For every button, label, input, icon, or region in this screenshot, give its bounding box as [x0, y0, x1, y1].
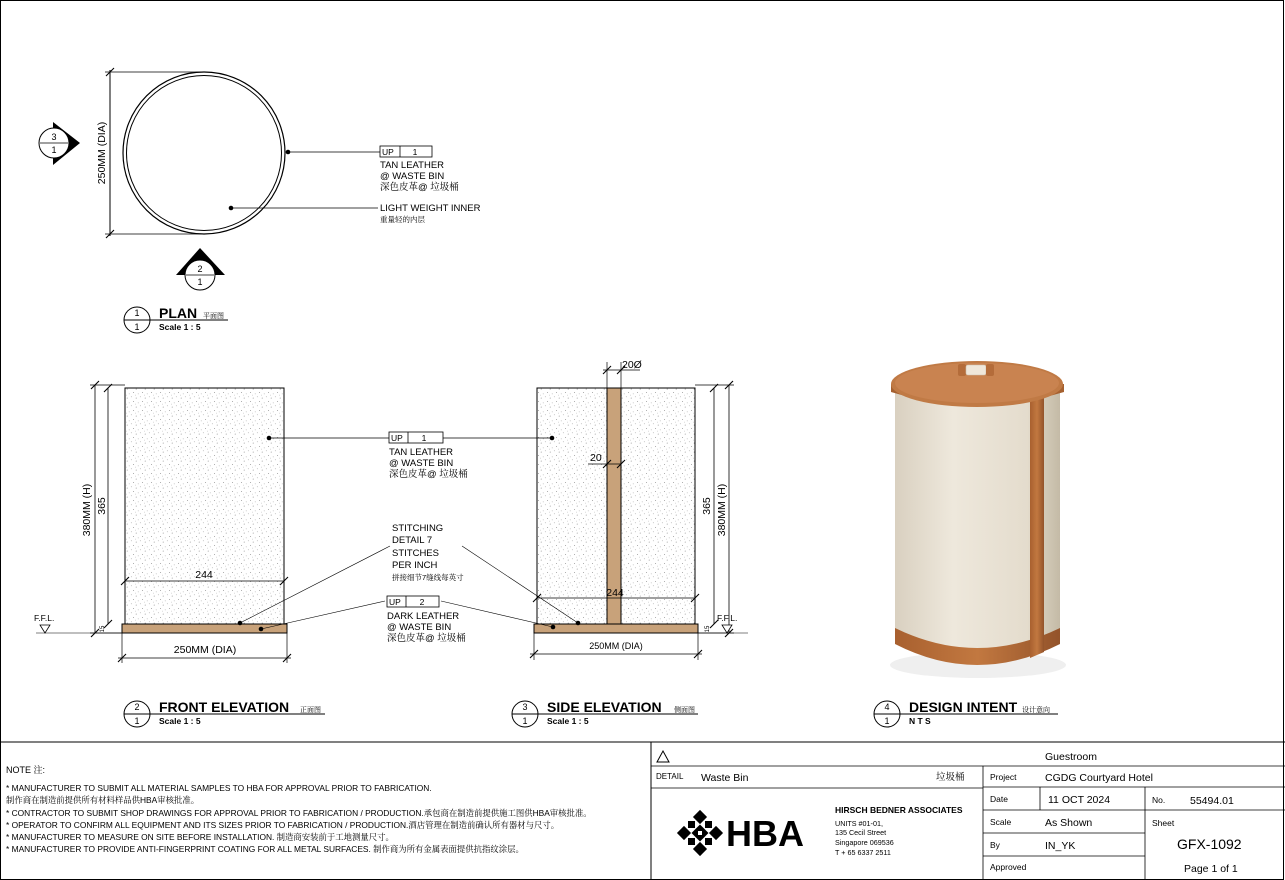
side-callout: [512, 699, 698, 727]
scale-value: As Shown: [1045, 817, 1093, 829]
note-line: * MANUFACTURER TO MEASURE ON SITE BEFORE INSTALLATION. 制造商安装前于工地测量尺寸。: [6, 832, 394, 843]
front-dim-total-height: 380MM (H): [81, 483, 93, 537]
marker-front-number: 2: [197, 264, 203, 274]
sheet-label: Sheet: [1152, 818, 1175, 828]
elev-dark-line1: DARK LEATHER: [387, 611, 460, 622]
design-callout: [874, 699, 1058, 727]
firm-phone: T + 65 6337 2511: [835, 848, 891, 857]
plan-dimension: [96, 68, 204, 238]
elevation-material-labels: [238, 432, 581, 644]
side-callout-sheet: 1: [522, 716, 528, 726]
revision-triangle-icon: [657, 751, 669, 762]
stitch-line2: DETAIL 7: [392, 535, 433, 546]
design-callout-scale: N T S: [909, 716, 931, 726]
firm-address-1: UNITS #01-01,: [835, 819, 883, 828]
front-ffl: [34, 613, 125, 633]
firm-address-2: 135 Cecil Street: [835, 828, 887, 837]
render-lid-handle: [958, 364, 994, 376]
front-dim-base-height: 15: [100, 625, 106, 633]
plan-callout-title: PLAN: [159, 305, 198, 321]
plan-dim-dia: 250MM (DIA): [96, 121, 108, 185]
design-callout-sheet: 1: [884, 716, 890, 726]
elev-dark-cn: 深色皮革@ 垃圾桶: [387, 633, 466, 644]
front-callout-sheet: 1: [134, 716, 140, 726]
note-line: * OPERATOR TO CONFIRM ALL EQUIPMENT AND ITS SIZES PRIOR TO FABRICATION / PRODUCTION.酒店管理在制造前确认所有器材与尺寸。: [6, 819, 560, 830]
front-body: [125, 388, 284, 624]
detail-value: Waste Bin: [701, 772, 749, 784]
front-height-dims: [81, 381, 125, 637]
side-callout-title-cn: 侧面图: [674, 707, 695, 714]
area-value: Guestroom: [1045, 751, 1097, 763]
side-dim-strap-top: 20Ø: [622, 359, 642, 371]
firm-address-3: Singapore 069536: [835, 838, 894, 847]
plan-label1-cn: 深色皮革@ 垃圾桶: [380, 182, 459, 193]
plan-view: [39, 68, 481, 333]
elev-tan-line1: TAN LEATHER: [389, 447, 454, 458]
date-value: 11 OCT 2024: [1048, 794, 1111, 806]
note-line: * MANUFACTURER TO PROVIDE ANTI-FINGERPRINT COATING FOR ALL METAL SURFACES. 制作商为所有金属表面提供抗指纹涂层。: [6, 844, 524, 855]
stitch-line4: PER INCH: [392, 560, 438, 571]
side-callout-number: 3: [522, 702, 528, 712]
elev-dark-line2: @ WASTE BIN: [387, 622, 452, 633]
plan-callout-title-cn: 平面图: [203, 313, 224, 320]
elev-tag1-num: 1: [421, 433, 427, 443]
plan-label1-line1: TAN LEATHER: [380, 160, 445, 171]
plan-callout-sheet: 1: [134, 322, 140, 332]
side-callout-scale: Scale 1 : 5: [547, 716, 589, 726]
plan-callout-number: 1: [134, 308, 140, 318]
stitch-line3: STITCHES: [392, 548, 439, 559]
render-vertical-strap: [1030, 393, 1044, 658]
plan-label1-line2: @ WASTE BIN: [380, 171, 445, 182]
date-label: Date: [990, 794, 1008, 804]
side-dim-strap: 20: [590, 452, 602, 464]
elev-tag2-code: UP: [389, 597, 401, 607]
plan-tag-code: UP: [382, 147, 394, 157]
side-dim-outer-width: 250MM (DIA): [589, 641, 643, 651]
front-callout: [124, 699, 325, 727]
front-dim-inner-width: 244: [195, 569, 213, 581]
side-dim-total-height: 380MM (H): [716, 483, 728, 537]
page-value: Page 1 of 1: [1184, 863, 1238, 875]
front-callout-title: FRONT ELEVATION: [159, 699, 290, 715]
firm-name: HIRSCH BEDNER ASSOCIATES: [835, 805, 963, 815]
section-marker-side: [39, 122, 80, 165]
plan-leaders: [229, 146, 481, 224]
side-dim-base-height: 15: [705, 625, 711, 633]
elev-tan-line2: @ WASTE BIN: [389, 458, 454, 469]
stitch-line1: STITCHING: [392, 523, 444, 534]
side-elevation: [512, 359, 748, 727]
hba-logo-text: HBA: [726, 813, 804, 854]
note-line: * MANUFACTURER TO SUBMIT ALL MATERIAL SAMPLES TO HBA FOR APPROVAL PRIOR TO FABRICATION.: [6, 783, 432, 794]
front-dim-outer-width: 250MM (DIA): [173, 644, 237, 656]
front-outer-width-dim: [118, 633, 291, 663]
detail-cn: 垃圾桶: [936, 772, 965, 783]
front-ffl-label: F.F.L.: [34, 613, 55, 623]
general-notes: [6, 764, 646, 855]
design-callout-title-cn: 设计意向: [1022, 707, 1050, 714]
plan-outer-circle: [123, 72, 285, 234]
plan-label2-cn: 重量轻的内层: [380, 215, 425, 224]
design-callout-title: DESIGN INTENT: [909, 699, 1018, 715]
note-line: * CONTRACTOR TO SUBMIT SHOP DRAWINGS FOR APPROVAL PRIOR TO FABRICATION / PRODUCTION.承包商在制造前提供施工图供HBA审核批准。: [6, 807, 592, 818]
no-value: 55494.01: [1190, 795, 1234, 807]
project-value: CGDG Courtyard Hotel: [1045, 772, 1153, 784]
plan-tag-num: 1: [412, 147, 418, 157]
marker-side-number: 3: [51, 132, 57, 142]
front-callout-number: 2: [134, 702, 140, 712]
no-label: No.: [1152, 795, 1166, 805]
side-strap-top-dim: [603, 359, 642, 388]
marker-front-sheet: 1: [197, 277, 203, 287]
by-value: IN_YK: [1045, 840, 1076, 852]
plan-callout-scale: Scale 1 : 5: [159, 322, 201, 332]
side-height-dims: [695, 381, 734, 637]
design-intent-render: [874, 361, 1066, 727]
side-callout-title: SIDE ELEVATION: [547, 699, 662, 715]
plan-inner-circle: [127, 76, 282, 231]
side-ffl-label: F.F.L.: [717, 613, 738, 623]
scale-label: Scale: [990, 817, 1012, 827]
section-marker-front: [176, 248, 225, 290]
plan-callout: [124, 305, 228, 333]
hba-logo-mark-icon: [677, 810, 723, 856]
side-dim-inner-width: 244: [606, 587, 624, 599]
elev-tag2-num: 2: [419, 597, 425, 607]
detail-label: DETAIL: [656, 772, 684, 781]
plan-label2-line1: LIGHT WEIGHT INNER: [380, 203, 481, 214]
front-callout-scale: Scale 1 : 5: [159, 716, 201, 726]
elev-tag1-code: UP: [391, 433, 403, 443]
elev-tan-cn: 深色皮革@ 垃圾桶: [389, 469, 468, 480]
front-callout-title-cn: 正面图: [300, 707, 321, 714]
sheet-value: GFX-1092: [1177, 836, 1242, 852]
project-label: Project: [990, 772, 1017, 782]
front-elevation: [34, 381, 325, 727]
by-label: By: [990, 840, 1000, 850]
hba-logo: [677, 810, 804, 856]
side-leather-base: [534, 624, 698, 633]
design-callout-number: 4: [884, 702, 890, 712]
side-outer-width-dim: [530, 633, 702, 660]
notes-title: NOTE 注:: [6, 765, 46, 775]
stitch-cn: 拼接细节7缝线每英寸: [392, 573, 464, 582]
marker-side-sheet: 1: [51, 145, 57, 155]
approved-label: Approved: [990, 862, 1027, 872]
note-line: 制作商在制造前提供所有材料样品供HBA审核批准。: [6, 795, 200, 806]
side-dim-body-height: 365: [701, 497, 713, 515]
front-dim-body-height: 365: [96, 497, 108, 515]
